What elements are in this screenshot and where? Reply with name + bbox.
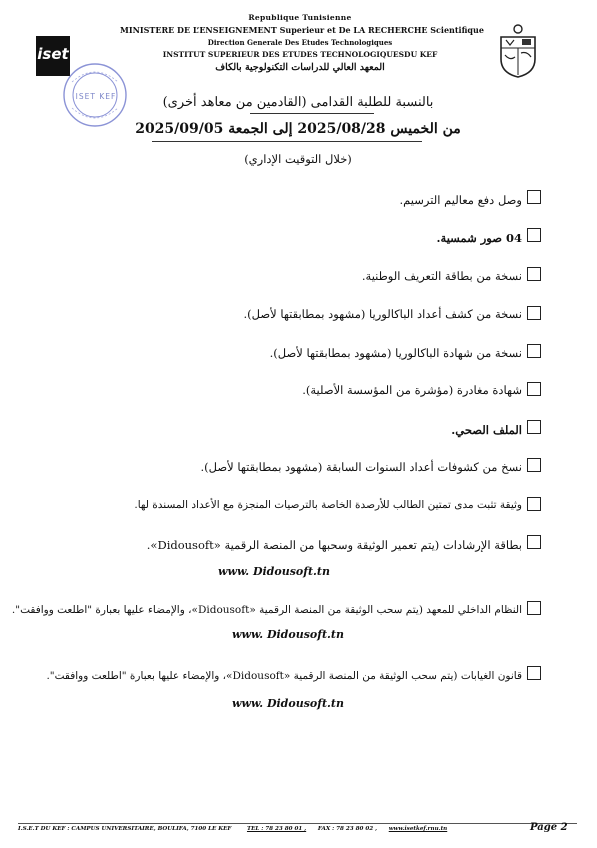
iset-logo: iset bbox=[36, 36, 70, 76]
title-date-range: من الخميس 2025/08/28 إلى الجمعة 2025/09/05 bbox=[135, 121, 461, 137]
checkbox-internal-rules[interactable] bbox=[527, 601, 541, 615]
title-admin-hours: (خلال التوقيت الإداري) bbox=[244, 152, 352, 166]
tunisia-emblem-icon bbox=[497, 23, 539, 79]
stamp-label: ISET KEF bbox=[75, 92, 117, 101]
header-direction: Direction Generale Des Etudes Technologiques bbox=[207, 38, 393, 47]
checkbox-leaving-certificate[interactable] bbox=[527, 382, 541, 396]
footer-website-link[interactable]: www.isetkef.rnu.tn bbox=[388, 826, 448, 832]
didousoft-link[interactable]: www. Didousoft.tn bbox=[218, 565, 330, 578]
checkbox-photos[interactable] bbox=[527, 228, 541, 242]
item-id-card: نسخة من بطاقة التعريف الوطنية. bbox=[361, 269, 522, 283]
didousoft-link[interactable]: www. Didousoft.tn bbox=[232, 697, 344, 710]
footer-address: I.S.E.T DU KEF : CAMPUS UNIVERSITAIRE, BOULIFA, 7100 LE KEF bbox=[18, 826, 232, 832]
item-credits-document: وثيقة تثبت مدى تمتين الطالب للأرصدة الخاصة بالترصيات المنجزة مع الأعداد المسندة لها. bbox=[134, 499, 522, 511]
didousoft-link[interactable]: www. Didousoft.tn bbox=[232, 628, 344, 641]
checkbox-id-card[interactable] bbox=[527, 267, 541, 281]
item-guidance-card: بطاقة الإرشادات (يتم تعمير الوثيقة وسحبها من المنصة الرقمية «Didousoft». bbox=[146, 538, 522, 552]
page-number: Page 2 bbox=[530, 822, 568, 833]
footer-phone: TEL : 78 23 80 01 , bbox=[246, 826, 307, 832]
title-old-students: بالنسبة للطلبة القدامى (القادمين من معاهد أخرى) bbox=[162, 95, 434, 110]
header-ministry: MINISTERE DE L’ENSEIGNEMENT Superieur et De LA RECHERCHE Scientifique bbox=[120, 25, 484, 35]
item-leaving-certificate: شهادة مغادرة (مؤشرة من المؤسسة الأصلية). bbox=[302, 383, 522, 397]
checkbox-payment[interactable] bbox=[527, 190, 541, 204]
checkbox-credits-document[interactable] bbox=[527, 497, 541, 511]
date-underline bbox=[152, 141, 422, 142]
checkbox-bac-certificate[interactable] bbox=[527, 344, 541, 358]
checkbox-previous-transcripts[interactable] bbox=[527, 458, 541, 472]
item-internal-rules: النظام الداخلي للمعهد (يتم سحب الوثيقة من المنصة الرقمية «Didousoft»، والإمضاء عليها بعبارة "اطلعت ووافقت". bbox=[11, 604, 522, 616]
item-absence-law: قانون الغيابات (يتم سحب الوثيقة من المنصة الرقمية «Didousoft»، والإمضاء عليها بعبارة "اطلعت ووافقت". bbox=[46, 670, 522, 682]
header-institute: INSTITUT SUPERIEUR DES ETUDES TECHNOLOGIQUESDU KEF bbox=[162, 50, 438, 59]
item-payment-receipt: وصل دفع معاليم الترسيم. bbox=[399, 193, 522, 207]
checkbox-guidance-card[interactable] bbox=[527, 535, 541, 549]
item-bac-transcript: نسخة من كشف أعداد الباكالوريا (مشهود بمطابقتها لأصل). bbox=[243, 307, 522, 321]
footer-divider bbox=[18, 823, 577, 824]
checkbox-bac-transcript[interactable] bbox=[527, 306, 541, 320]
item-photos: 04 صور شمسية. bbox=[436, 231, 522, 245]
header-institute-arabic: المعهد العالي للدراسات التكنولوجية بالكاف bbox=[215, 62, 385, 73]
item-health-file: الملف الصحي. bbox=[451, 423, 522, 437]
item-previous-transcripts: نسخ من كشوفات أعداد السنوات السابقة (مشهود بمطابقتها لأصل). bbox=[200, 460, 522, 474]
checkbox-health-file[interactable] bbox=[527, 420, 541, 434]
title-underline bbox=[250, 113, 374, 114]
footer-fax: FAX : 78 23 80 02 , bbox=[317, 826, 378, 832]
checkbox-absence-law[interactable] bbox=[527, 666, 541, 680]
item-bac-certificate: نسخة من شهادة الباكالوريا (مشهود بمطابقتها لأصل). bbox=[269, 346, 522, 360]
footer-contact bbox=[18, 826, 538, 832]
header-republic: Republique Tunisienne bbox=[248, 13, 352, 22]
